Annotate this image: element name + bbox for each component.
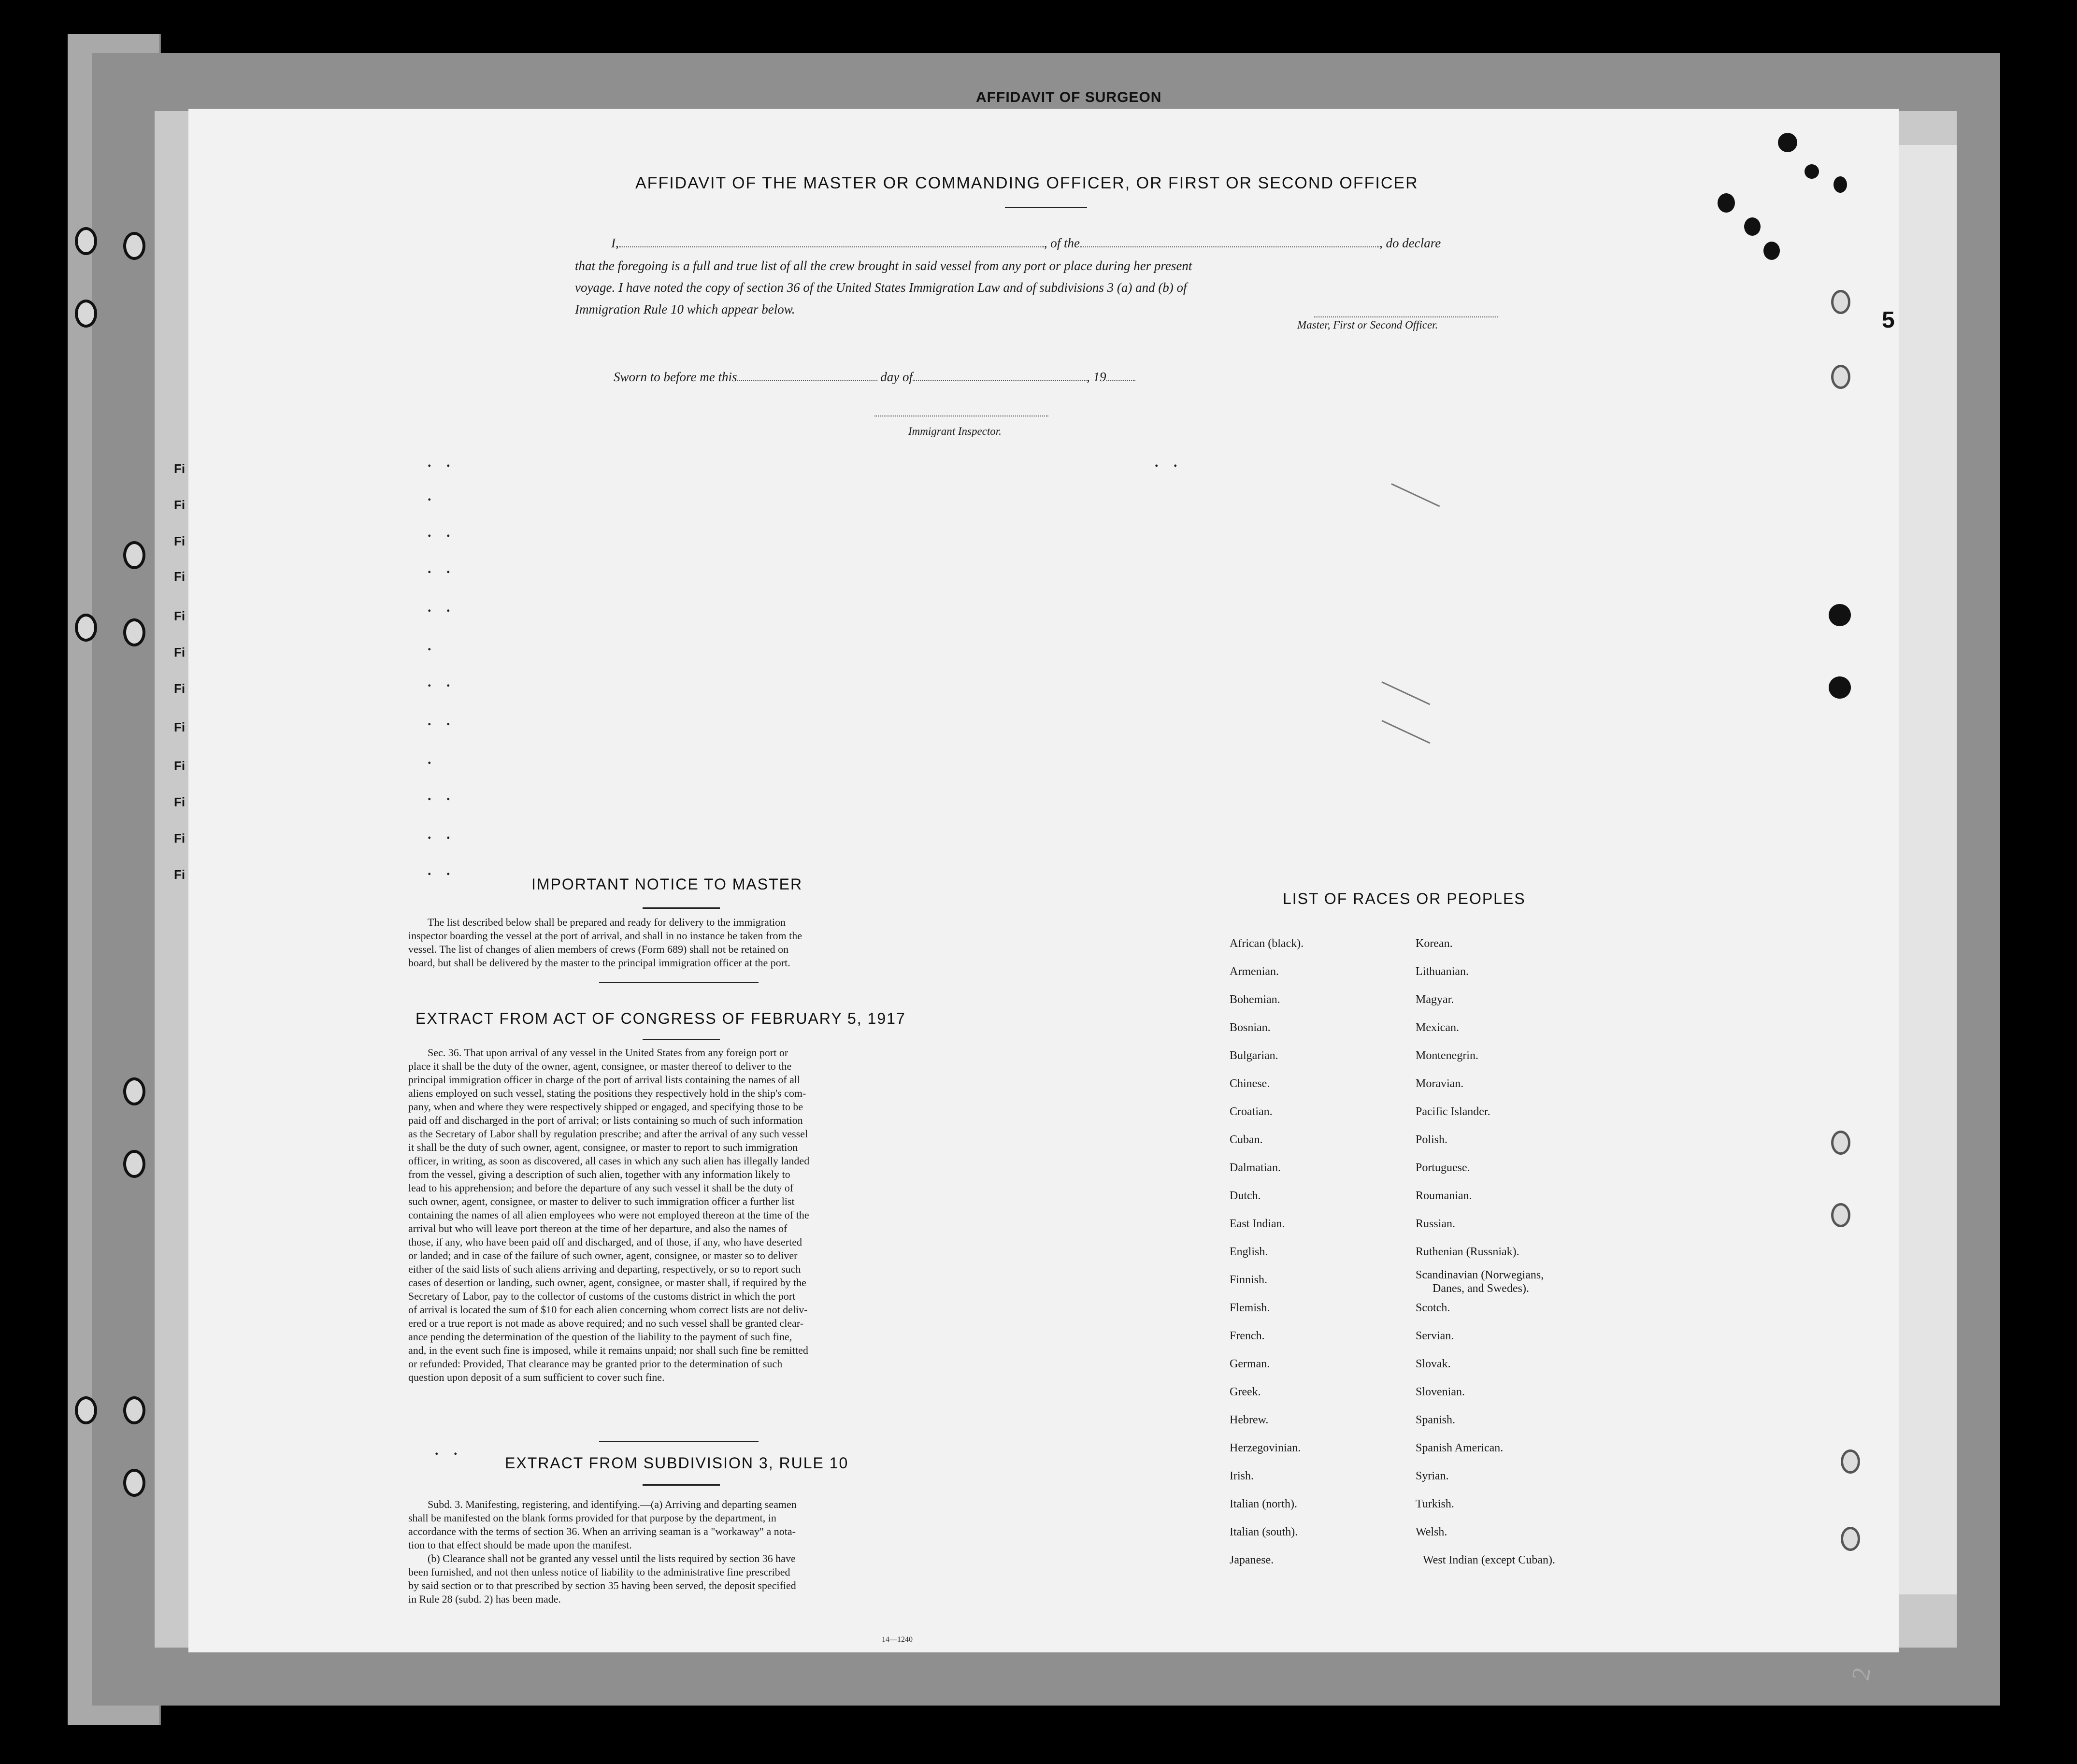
corner-page-mark: 2 (1847, 1665, 1876, 1683)
punch-hole-icon (1778, 133, 1797, 152)
back-page-title: AFFIDAVIT OF SURGEON (976, 89, 1162, 105)
extract-line: place it shall be the duty of the owner, agent, consignee, or master thereof to deliver to the (408, 1060, 792, 1072)
race-item-continued: Danes, and Swedes). (1432, 1282, 1529, 1295)
extract-line: principal immigration officer in charge of the port of arrival lists containing the names of all (408, 1074, 801, 1086)
margin-mark: Fi (174, 831, 186, 846)
faint-marks: . . (428, 674, 456, 690)
race-item: Roumanian. (1416, 1190, 1472, 1202)
extract-line: it shall be the duty of such owner, agent, consignee, or master to report to such immigration (408, 1141, 798, 1153)
binding-hole-icon (123, 618, 145, 646)
race-item: Magyar. (1416, 993, 1454, 1006)
faint-marks: . (428, 488, 437, 504)
race-item: Italian (north). (1230, 1498, 1297, 1510)
extract-line: and, in the event such fine is imposed, while it remains unpaid; nor shall such fine be remitted (408, 1344, 808, 1356)
sworn-label: Sworn to before me this (614, 370, 737, 384)
rule-line: in Rule 28 (subd. 2) has been made. (408, 1593, 561, 1605)
race-item: Polish. (1416, 1133, 1448, 1146)
extract-line: Sec. 36. That upon arrival of any vessel in the United States from any foreign port or (428, 1047, 788, 1059)
rule-line: tion to that effect should be made upon the manifest. (408, 1539, 632, 1551)
margin-mark: Fi (174, 795, 186, 809)
extract-act-text (408, 1046, 966, 1384)
affidavit-declare: , do declare (1379, 236, 1441, 250)
punch-hole-icon (1718, 193, 1735, 213)
margin-mark: Fi (174, 720, 186, 734)
binding-hole-icon (123, 541, 145, 569)
binding-hole-icon (75, 614, 97, 642)
binding-hole-icon (75, 227, 97, 255)
faint-marks: . . (428, 454, 456, 470)
race-item: Scandinavian (Norwegians, (1416, 1269, 1544, 1281)
race-item: Armenian. (1230, 965, 1279, 978)
race-item: Italian (south). (1230, 1526, 1298, 1538)
affidavit-of-the: , of the (1044, 236, 1080, 250)
sworn-year-field[interactable] (1106, 380, 1135, 381)
punch-hole-icon (1829, 604, 1851, 626)
punch-hole-icon (1763, 242, 1780, 260)
extract-act-divider (599, 1441, 759, 1442)
race-item: Spanish. (1416, 1414, 1456, 1426)
faint-marks: . (428, 638, 437, 654)
races-heading: LIST OF RACES OR PEOPLES (1283, 890, 1526, 907)
ring-hole-icon (1841, 1449, 1860, 1474)
race-item: Ruthenian (Russniak). (1416, 1246, 1519, 1258)
extract-rule-heading: EXTRACT FROM SUBDIVISION 3, RULE 10 (505, 1454, 849, 1472)
faint-marks: . . (428, 524, 456, 540)
race-item: Korean. (1416, 937, 1453, 950)
race-item: West Indian (except Cuban). (1423, 1554, 1555, 1566)
race-item: Mexican. (1416, 1021, 1459, 1034)
race-item: Flemish. (1230, 1302, 1270, 1314)
binding-hole-icon (123, 1077, 145, 1105)
notice-text (408, 916, 966, 970)
race-item: Bulgarian. (1230, 1049, 1278, 1062)
race-item: Moravian. (1416, 1077, 1464, 1090)
margin-mark: Fi (174, 645, 186, 660)
race-item: Turkish. (1416, 1498, 1454, 1510)
faint-marks: . . (428, 599, 456, 615)
race-item: Slovak. (1416, 1358, 1451, 1370)
vessel-field[interactable] (1080, 246, 1379, 247)
notice-line: inspector boarding the vessel at the port of arrival, and shall in no instance be taken from the (408, 930, 802, 942)
margin-mark: Fi (174, 461, 186, 476)
affidavit-line3: voyage. I have noted the copy of section 36 of the United States Immigration Law and of subdivisions 3 (a) and (b) of (575, 280, 1187, 295)
year-label: , 19 (1087, 370, 1106, 384)
binding-hole-icon (75, 300, 97, 328)
extract-line: arrival but who will leave port thereon at the time of her departure, and also the names of (408, 1222, 788, 1234)
sworn-line (614, 370, 1135, 385)
race-item: East Indian. (1230, 1218, 1285, 1230)
affidavit-page (188, 109, 1899, 1652)
sworn-month-field[interactable] (913, 380, 1087, 381)
extract-line: question upon deposit of a sum sufficient to cover such fine. (408, 1371, 665, 1383)
sworn-day-field[interactable] (737, 380, 877, 381)
race-item: Pacific Islander. (1416, 1105, 1490, 1118)
extract-line: ance pending the determination of the question of the liability to the payment of such fine, (408, 1331, 792, 1343)
faint-marks: . (428, 751, 437, 767)
race-item: Servian. (1416, 1330, 1454, 1342)
margin-mark: Fi (174, 534, 186, 548)
margin-mark: Fi (174, 609, 186, 623)
extract-line: from the vessel, giving a description of such alien, together with any information likely to (408, 1168, 790, 1180)
race-item: Bohemian. (1230, 993, 1280, 1006)
notice-rule (643, 907, 720, 909)
punch-hole-icon (1805, 164, 1819, 179)
ring-hole-icon (1831, 1203, 1850, 1227)
punch-hole-icon (1744, 217, 1761, 236)
faint-marks: . . (428, 826, 456, 842)
race-item: Cuban. (1230, 1133, 1263, 1146)
notice-heading: IMPORTANT NOTICE TO MASTER (531, 875, 803, 893)
binding-hole-icon (75, 1396, 97, 1424)
extract-line: pany, when and where they were respectively shipped or engaged, and specifying those to be (408, 1101, 803, 1113)
binding-hole-icon (123, 1150, 145, 1178)
race-item: German. (1230, 1358, 1270, 1370)
race-item: Hebrew. (1230, 1414, 1269, 1426)
ring-hole-icon (1831, 365, 1850, 389)
extract-line: lead to his apprehension; and before the departure of any such vessel it shall be the duty of (408, 1182, 794, 1194)
extract-act-rule (643, 1039, 720, 1040)
faint-marks: . . (428, 862, 456, 878)
extract-line: such owner, agent, consignee, or master to deliver to such immigration officer a further list (408, 1195, 795, 1207)
margin-mark: Fi (174, 569, 186, 584)
faint-marks: . . (428, 560, 456, 576)
inspector-signature-label: Immigrant Inspector. (908, 425, 1002, 437)
extract-line: ered or a true report is not made as above required; and no such vessel shall be granted clear- (408, 1317, 804, 1329)
race-item: Lithuanian. (1416, 965, 1469, 978)
race-item: Irish. (1230, 1470, 1254, 1482)
extract-rule-text (408, 1498, 966, 1606)
extract-line: officer, in writing, as soon as discovered, all cases in which any such alien has illegally landed (408, 1155, 810, 1167)
extract-line: of arrival is located the sum of $10 for each alien concerning whom correct lists are not deliv- (408, 1304, 808, 1316)
race-item: Dalmatian. (1230, 1162, 1281, 1174)
race-item: African (black). (1230, 937, 1304, 950)
ring-hole-icon (1831, 290, 1850, 314)
notice-line: vessel. The list of changes of alien members of crews (Form 689) shall not be retained on (408, 943, 789, 955)
race-item: Portuguese. (1416, 1162, 1470, 1174)
race-item: Syrian. (1416, 1470, 1449, 1482)
rule-line: accordance with the terms of section 36. When an arriving seaman is a "workaway" a nota- (408, 1525, 796, 1537)
faint-marks: . . (1155, 454, 1183, 470)
race-item: Herzegovinian. (1230, 1442, 1301, 1454)
page-number: 5 (1882, 307, 1895, 333)
margin-mark: Fi (174, 759, 186, 773)
race-item: Russian. (1416, 1218, 1456, 1230)
extract-line: cases of desertion or landing, such owner, agent, consignee, or master shall, if required by the (408, 1276, 806, 1289)
ring-hole-icon (1831, 1131, 1850, 1155)
day-of-label: day of (880, 370, 913, 384)
notice-line: The list described below shall be prepared and ready for delivery to the immigration (428, 916, 786, 928)
affidavit-heading: AFFIDAVIT OF THE MASTER OR COMMANDING OFFICER, OR FIRST OR SECOND OFFICER (635, 174, 1418, 192)
extract-rule-rule (643, 1484, 720, 1486)
extract-line: aliens employed on such vessel, stating the positions they respectively hold in the ship's com- (408, 1087, 806, 1099)
extract-line: paid off and discharged in the port of arrival; or lists containing so much of such information (408, 1114, 803, 1126)
extract-line: Secretary of Labor, pay to the collector of customs of the customs district in which the port (408, 1290, 796, 1302)
heading-rule (1005, 207, 1087, 208)
race-item: French. (1230, 1330, 1265, 1342)
rule-line: been furnished, and not then unless notice of liability to the administrative fine prescribed (408, 1566, 790, 1578)
margin-mark: Fi (174, 498, 186, 512)
race-item: Greek. (1230, 1386, 1261, 1398)
ring-hole-icon (1841, 1527, 1860, 1551)
race-item: Slovenian. (1416, 1386, 1465, 1398)
race-item: Croatian. (1230, 1105, 1273, 1118)
race-item: Spanish American. (1416, 1442, 1504, 1454)
extract-line: or refunded: Provided, That clearance may be granted prior to the determination of such (408, 1358, 783, 1370)
faint-marks: . . (428, 788, 456, 803)
extract-line: containing the names of all alien employees who were not employed thereon at the time of the (408, 1209, 809, 1221)
race-item: Finnish. (1230, 1274, 1268, 1286)
binding-hole-icon (123, 232, 145, 260)
race-item: Scotch. (1416, 1302, 1450, 1314)
affidavit-line4: Immigration Rule 10 which appear below. (575, 302, 795, 316)
extract-line: those, if any, who have been paid off and discharged, and of those, if any, who have deserted (408, 1236, 802, 1248)
race-item: Welsh. (1416, 1526, 1447, 1538)
punch-hole-icon (1829, 676, 1851, 699)
binding-hole-icon (123, 1396, 145, 1424)
extract-line: either of the said lists of such aliens arriving and departing, respectively, or so to report such (408, 1263, 801, 1275)
underlying-page-edge (1899, 145, 1957, 1594)
race-item: Montenegrin. (1416, 1049, 1478, 1062)
master-signature-line[interactable] (1314, 316, 1498, 317)
race-item: Bosnian. (1230, 1021, 1271, 1034)
punch-hole-icon (1833, 176, 1847, 193)
faint-marks: . . (428, 713, 456, 729)
binding-hole-icon (123, 1469, 145, 1497)
extract-line: as the Secretary of Labor shall by regulation prescribe; and after the arrival of any such vessel (408, 1128, 808, 1140)
rule-line: shall be manifested on the blank forms provided for that purpose by the department, in (408, 1512, 776, 1524)
race-item: Japanese. (1230, 1554, 1274, 1566)
rule-line: by said section or to that prescribed by section 35 having been served, the deposit specified (408, 1579, 796, 1592)
margin-mark: Fi (174, 867, 186, 882)
extract-act-heading: EXTRACT FROM ACT OF CONGRESS OF FEBRUARY 5, 1917 (415, 1010, 906, 1027)
notice-line: board, but shall be delivered by the master to the principal immigration officer at the port. (408, 957, 790, 969)
name-field[interactable] (619, 246, 1044, 247)
rule-line: (b) Clearance shall not be granted any vessel until the lists required by section 36 have (428, 1552, 796, 1564)
form-number: 14—1240 (882, 1635, 913, 1644)
rule-line: Subd. 3. Manifesting, registering, and identifying.—(a) Arriving and departing seamen (428, 1498, 797, 1510)
affidavit-line2: that the foregoing is a full and true list of all the crew brought in said vessel from any port or place during her present (575, 258, 1192, 273)
notice-divider (599, 982, 759, 983)
master-signature-label: Master, First or Second Officer. (1297, 319, 1438, 331)
margin-mark: Fi (174, 681, 186, 696)
affidavit-line1 (611, 236, 1441, 251)
race-item: Chinese. (1230, 1077, 1270, 1090)
extract-line: or landed; and in case of the failure of such owner, agent, consignee, or master so to deliver (408, 1249, 798, 1262)
race-item: Dutch. (1230, 1190, 1261, 1202)
affidavit-i: I, (611, 236, 619, 250)
race-item: English. (1230, 1246, 1268, 1258)
faint-marks: . . (435, 1442, 463, 1458)
